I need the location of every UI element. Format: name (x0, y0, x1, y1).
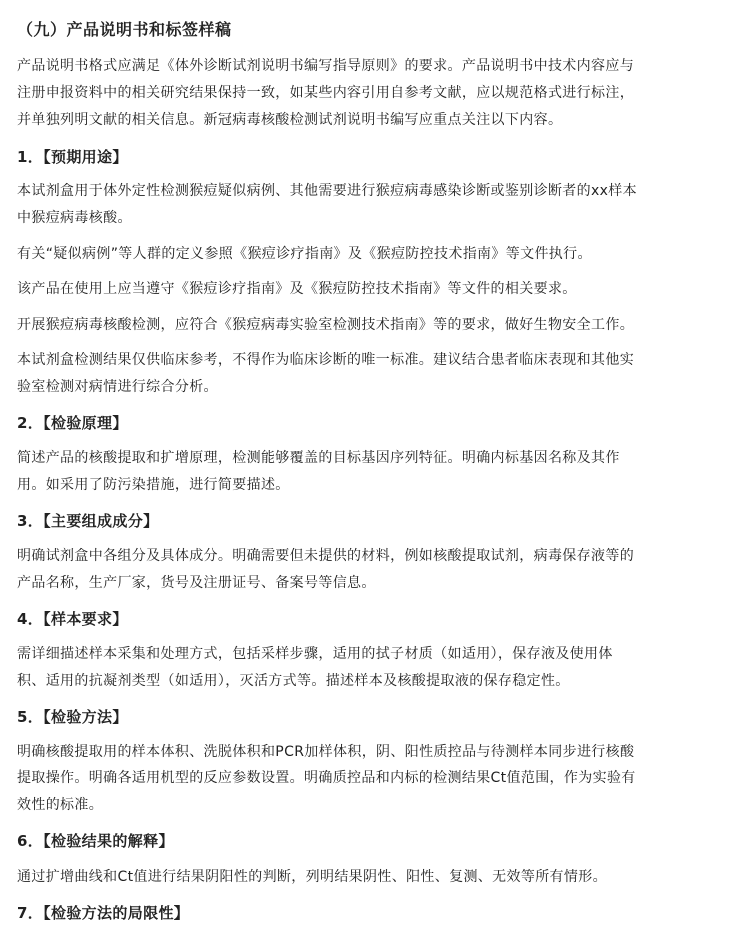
paragraph-line: 通过扩增曲线和Ct值进行结果阴阳性的判断，列明结果阴性、阳性、复测、无效等所有情形。 (17, 869, 607, 885)
section-heading-principle: 2．【检验原理】 (17, 414, 128, 432)
paragraph-line: 提取操作。明确各适用机型的反应参数设置。明确质控品和内标的检测结果Ct值范围，作为实验有 (17, 770, 636, 786)
section-heading-sample-requirements: 4．【样本要求】 (17, 610, 128, 628)
paragraph-line: 积、适用的抗凝剂类型（如适用），灭活方式等。描述样本及核酸提取液的保存稳定性。 (17, 673, 570, 689)
paragraph-line: 本试剂盒检测结果仅供临床参考，不得作为临床诊断的唯一标准。建议结合患者临床表现和其他实 (17, 352, 635, 368)
paragraph-line: 该产品在使用上应当遵守《猴痘诊疗指南》及《猴痘防控技术指南》等文件的相关要求。 (17, 281, 577, 297)
paragraph-line: 产品名称，生产厂家，货号及注册证号、备案号等信息。 (17, 575, 376, 591)
section-heading-method-limitations: 7．【检验方法的局限性】 (17, 904, 190, 922)
paragraph-line: 验室检测对病情进行综合分析。 (17, 379, 218, 395)
paragraph-line: 明确试剂盒中各组分及具体成分。明确需要但未提供的材料，例如核酸提取试剂，病毒保存液等的 (17, 548, 635, 564)
paragraph-line: 有关“疑似病例”等人群的定义参照《猴痘诊疗指南》及《猴痘防控技术指南》等文件执行。 (17, 246, 592, 262)
paragraph-line: 效性的标准。 (17, 797, 104, 813)
section-heading-test-method: 5．【检验方法】 (17, 708, 128, 726)
paragraph-line: 用。如采用了防污染措施，进行简要描述。 (17, 477, 290, 493)
paragraph-line: 简述产品的核酸提取和扩增原理，检测能够覆盖的目标基因序列特征。明确内标基因名称及其作 (17, 450, 620, 466)
intro-line: 注册申报资料中的相关研究结果保持一致，如某些内容引用自参考文献，应以规范格式进行标注， (17, 85, 635, 101)
section-heading-result-interpretation: 6．【检验结果的解释】 (17, 832, 174, 850)
intro-line: 并单独列明文献的相关信息。新冠病毒核酸检测试剂说明书编写应重点关注以下内容。 (17, 112, 563, 128)
paragraph-line: 明确核酸提取用的样本体积、洗脱体积和PCR加样体积，阴、阳性质控品与待测样本同步进行核酸 (17, 744, 635, 760)
paragraph-line: 本试剂盒用于体外定性检测猴痘疑似病例、其他需要进行猴痘病毒感染诊断或鉴别诊断者的xx样本 (17, 183, 637, 199)
document-title: （九）产品说明书和标签样稿 (17, 20, 232, 39)
paragraph-line: 中猴痘病毒核酸。 (17, 210, 132, 226)
paragraph-line: 需详细描述样本采集和处理方式，包括采样步骤，适用的拭子材质（如适用），保存液及使用体 (17, 646, 613, 662)
intro-line: 产品说明书格式应满足《体外诊断试剂说明书编写指导原则》的要求。产品说明书中技术内容应与 (17, 58, 635, 74)
paragraph-line: 开展猴痘病毒核酸检测，应符合《猴痘病毒实验室检测技术指南》等的要求，做好生物安全工作。 (17, 317, 635, 333)
section-heading-components: 3．【主要组成成分】 (17, 512, 159, 530)
section-heading-intended-use: 1．【预期用途】 (17, 148, 128, 166)
